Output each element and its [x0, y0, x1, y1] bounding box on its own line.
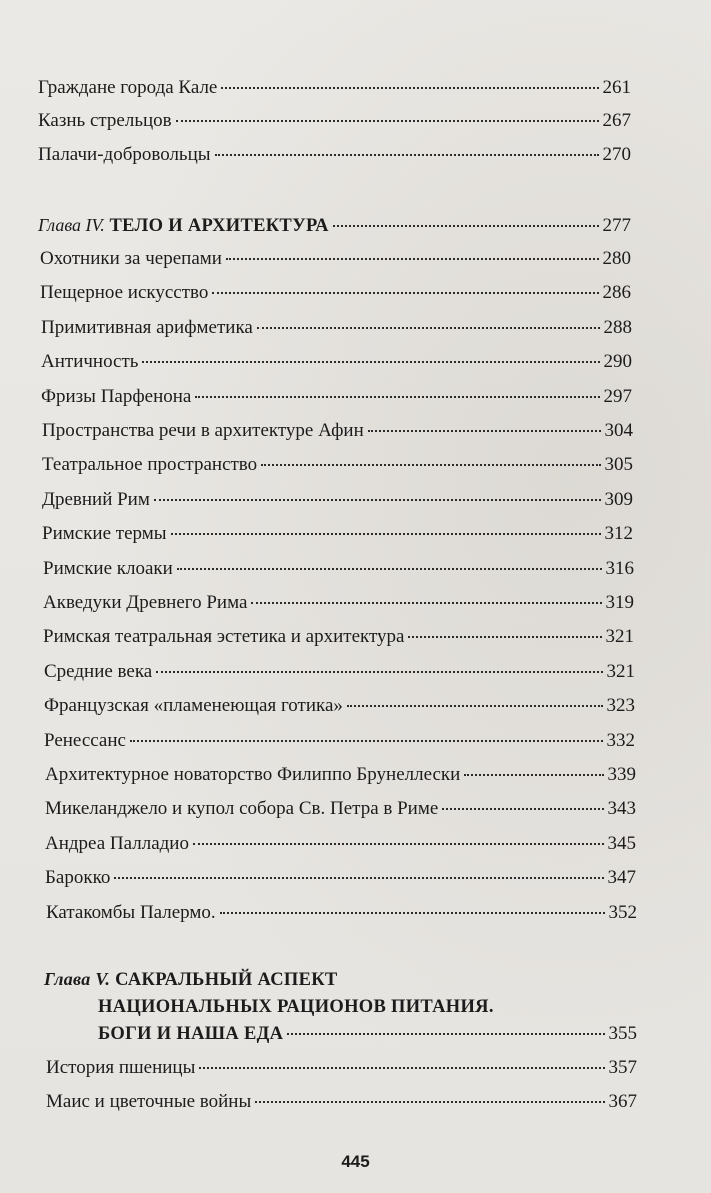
- chapter-page: 355: [608, 1023, 637, 1044]
- toc-entry-page: 309: [604, 489, 633, 510]
- toc-entry-title: Пространства речи в архитектуре Афин: [42, 420, 364, 441]
- toc-entry-page: 304: [604, 420, 633, 441]
- toc-entry-page: 347: [607, 867, 636, 888]
- toc-entry-page: 267: [602, 110, 631, 131]
- toc-entry-title: Казнь стрельцов: [38, 110, 172, 131]
- chapter-title: ТЕЛО И АРХИТЕКТУРА: [109, 216, 329, 236]
- dot-leader: [193, 842, 604, 845]
- toc-entry-title: Пещерное искусство: [40, 282, 209, 303]
- toc-entry: [42, 488, 633, 512]
- toc-entry: [42, 453, 633, 477]
- dot-leader: [347, 704, 603, 707]
- chapter-heading-text: [38, 213, 329, 238]
- dot-leader: [333, 224, 599, 227]
- toc-entry: [43, 557, 634, 581]
- toc-entry-page: 261: [602, 77, 631, 98]
- toc-entry-title: Ренессанс: [44, 730, 126, 751]
- chapter-title-line-3: БОГИ И НАША ЕДА: [98, 1024, 284, 1044]
- dot-leader: [255, 1100, 604, 1103]
- toc-entry-title: Примитивная арифметика: [41, 317, 253, 338]
- toc-entry-title: Французская «пламенеющая готика»: [44, 695, 343, 716]
- toc-entry-page: 305: [604, 454, 633, 475]
- toc-entry: [40, 281, 631, 305]
- dot-leader: [464, 773, 603, 776]
- toc-entry: [46, 1090, 637, 1114]
- toc-entry-title: Античность: [41, 351, 139, 372]
- toc-entry-title: Барокко: [45, 867, 111, 888]
- dot-leader: [261, 463, 600, 466]
- toc-entry: [38, 76, 631, 100]
- toc-entry-page: 316: [605, 558, 634, 579]
- toc-entry-title: Акведуки Древнего Рима: [43, 592, 248, 613]
- dot-leader: [287, 1032, 604, 1035]
- toc-entry-page: 312: [604, 523, 633, 544]
- toc-entry-page: 323: [606, 695, 635, 716]
- toc-entry-title: Граждане города Кале: [38, 77, 218, 98]
- toc-entry-title: Древний Рим: [42, 489, 150, 510]
- toc-entry: [46, 901, 637, 925]
- dot-leader: [177, 567, 602, 570]
- dot-leader: [199, 1066, 604, 1069]
- toc-entry: [42, 419, 633, 443]
- toc-entry: [45, 832, 636, 856]
- toc-entry-title: Архитектурное новаторство Филиппо Брунеллески: [45, 764, 461, 785]
- toc-entry-page: 367: [608, 1091, 637, 1112]
- toc-entry-page: 321: [605, 626, 634, 647]
- chapter-heading: [38, 213, 631, 238]
- dot-leader: [171, 532, 601, 535]
- chapter-label: Глава V.: [44, 969, 111, 989]
- toc-entry-title: Фризы Парфенона: [41, 386, 192, 407]
- dot-leader: [156, 670, 602, 673]
- dot-leader: [114, 876, 603, 879]
- toc-entry-page: 319: [605, 592, 634, 613]
- dot-leader: [176, 119, 599, 122]
- toc-entry: [44, 660, 635, 684]
- toc-entry: [45, 866, 636, 890]
- page-number: 445: [341, 1152, 370, 1171]
- dot-leader: [130, 739, 603, 742]
- toc-entry: [46, 1056, 637, 1080]
- toc-entry-title: Палачи-добровольцы: [38, 144, 211, 165]
- toc-entry: [42, 522, 633, 546]
- dot-leader: [251, 601, 601, 604]
- toc-entry: [44, 694, 635, 718]
- chapter-title-line-1: САКРАЛЬНЫЙ АСПЕКТ: [115, 970, 338, 990]
- toc-entry-title: Микеланджело и купол собора Св. Петра в Риме: [45, 798, 439, 819]
- toc-entry-page: 332: [606, 730, 635, 751]
- toc-entry-page: 270: [602, 144, 631, 165]
- toc-entry-page: 286: [602, 282, 631, 303]
- chapter-label: Глава IV.: [38, 215, 105, 235]
- toc-entry-page: 352: [608, 902, 637, 923]
- toc-entry-title: Римская театральная эстетика и архитектура: [43, 626, 405, 647]
- toc-entry-title: Римские клоаки: [43, 558, 173, 579]
- toc-entry-title: История пшеницы: [46, 1057, 196, 1078]
- toc-entry-title: Римские термы: [42, 523, 167, 544]
- toc-entry: [45, 797, 636, 821]
- toc-entry: [38, 109, 631, 133]
- dot-leader: [368, 429, 601, 432]
- dot-leader: [142, 360, 599, 363]
- dot-leader: [215, 153, 599, 156]
- toc-entry-title: Маис и цветочные войны: [46, 1091, 252, 1112]
- toc-entry-page: 343: [607, 798, 636, 819]
- toc-entry-page: 297: [603, 386, 632, 407]
- toc-entry: [43, 625, 634, 649]
- dot-leader: [442, 807, 603, 810]
- toc-entry-page: 280: [602, 248, 631, 269]
- toc-entry-title: Средние века: [44, 661, 153, 682]
- toc-entry-page: 321: [606, 661, 635, 682]
- dot-leader: [195, 395, 599, 398]
- dot-leader: [212, 291, 598, 294]
- chapter-title-line-2: НАЦИОНАЛЬНЫХ РАЦИОНОВ ПИТАНИЯ.: [98, 997, 494, 1017]
- toc-entry: [41, 385, 632, 409]
- toc-entry: [41, 350, 632, 374]
- toc-entry-page: 339: [607, 764, 636, 785]
- dot-leader: [408, 635, 601, 638]
- toc-entry: [44, 729, 635, 753]
- chapter-page: 277: [602, 215, 631, 236]
- toc-entry-page: 290: [603, 351, 632, 372]
- toc-entry-title: Катакомбы Палермо.: [46, 902, 216, 923]
- dot-leader: [220, 911, 605, 914]
- dot-leader: [257, 326, 600, 329]
- toc-entry-page: 345: [607, 833, 636, 854]
- toc-entry-page: 288: [603, 317, 632, 338]
- toc-entry: [38, 143, 631, 167]
- toc-entry: [45, 763, 636, 787]
- toc-entry: [41, 316, 632, 340]
- dot-leader: [226, 257, 599, 260]
- toc-entry: [43, 591, 634, 615]
- toc-entry: [40, 247, 631, 271]
- chapter-heading-last-line: [98, 1022, 637, 1046]
- dot-leader: [154, 498, 601, 501]
- toc-entry-title: Театральное пространство: [42, 454, 258, 475]
- toc-entry-title: Охотники за черепами: [40, 248, 222, 269]
- dot-leader: [221, 86, 598, 89]
- toc-entry-page: 357: [608, 1057, 637, 1078]
- chapter-heading: [44, 967, 338, 992]
- toc-entry-title: Андреа Палладио: [45, 833, 189, 854]
